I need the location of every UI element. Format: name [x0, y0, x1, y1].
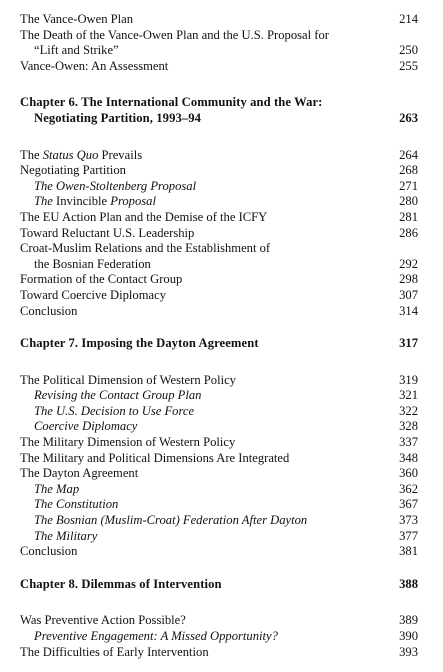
toc-entry-title: Chapter 6. The International Community and the War:: [20, 95, 323, 110]
page-number: 381: [399, 544, 418, 559]
toc-entry-title: The Political Dimension of Western Policy: [20, 372, 236, 387]
toc-entry: [20, 28, 420, 44]
toc-entry-title: Vance-Owen: An Assessment: [20, 58, 169, 73]
toc-entry-title: The Military: [34, 528, 98, 543]
page-number: 367: [399, 497, 418, 512]
page-number: 286: [399, 225, 418, 240]
chapter-heading: [20, 95, 420, 111]
toc-entry-title: Conclusion: [20, 303, 78, 318]
toc-entry-title: The Difficulties of Early Intervention: [20, 644, 209, 659]
toc-entry: [20, 148, 420, 164]
page-number: 317: [399, 336, 418, 351]
page-number: 264: [399, 147, 418, 162]
page-number: 280: [399, 194, 418, 209]
chapter-heading: [20, 577, 420, 593]
table-of-contents: [20, 12, 420, 660]
page-number: 255: [399, 58, 418, 73]
spacer: [20, 74, 420, 95]
toc-entry-title: [20, 148, 142, 164]
page-number: 268: [399, 163, 418, 178]
toc-entry: [20, 59, 420, 75]
page-number: 271: [399, 178, 418, 193]
toc-entry-title: The Military and Political Dimensions Are Integrated: [20, 450, 290, 465]
toc-entry-title: Preventive Engagement: A Missed Opportunity?: [34, 629, 278, 643]
toc-subentry: [20, 529, 420, 545]
toc-entry-title: Conclusion: [20, 544, 78, 559]
toc-entry-title: [20, 194, 156, 210]
page-number: 292: [399, 256, 418, 271]
toc-entry: [20, 288, 420, 304]
toc-subentry: [20, 482, 420, 498]
page-number: 322: [399, 403, 418, 418]
toc-entry-title: Negotiating Partition: [20, 163, 126, 178]
toc-entry-title: The Military Dimension of Western Policy: [20, 435, 236, 450]
page-number: 390: [399, 629, 418, 643]
toc-entry-title: The EU Action Plan and the Demise of the ICFY: [20, 209, 268, 224]
toc-entry-title: Coercive Diplomacy: [34, 419, 138, 434]
toc-entry: [20, 435, 420, 451]
toc-entry-title: Negotiating Partition, 1993–94: [34, 110, 202, 125]
toc-entry: [20, 241, 420, 257]
toc-subentry: [20, 194, 420, 210]
toc-entry: [20, 613, 420, 629]
toc-entry-title: The Bosnian (Muslim-Croat) Federation After Dayton: [34, 513, 308, 528]
toc-entry: [20, 304, 420, 320]
page-number: 298: [399, 272, 418, 287]
page-number: 362: [399, 481, 418, 496]
toc-entry-title: the Bosnian Federation: [34, 256, 151, 271]
spacer: [20, 560, 420, 577]
page-number: 328: [399, 419, 418, 434]
spacer: [20, 592, 420, 613]
toc-entry-title: Toward Reluctant U.S. Leadership: [20, 225, 195, 240]
toc-entry-title: Formation of the Contact Group: [20, 272, 183, 287]
toc-subentry: [20, 404, 420, 420]
spacer: [20, 127, 420, 148]
page-number: 360: [399, 466, 418, 481]
toc-entry-title: Revising the Contact Group Plan: [34, 388, 202, 403]
toc-entry-title: Was Preventive Action Possible?: [20, 613, 186, 628]
toc-entry-title: Croat-Muslim Relations and the Establishment of: [20, 241, 271, 256]
page-number: 348: [399, 450, 418, 465]
toc-entry-title: The Map: [34, 481, 80, 496]
title-segment: The: [20, 147, 43, 162]
toc-entry: [20, 466, 420, 482]
toc-entry-title: Chapter 8. Dilemmas of Intervention: [20, 576, 222, 591]
title-segment: Invincible: [56, 194, 108, 209]
toc-entry-title: Toward Coercive Diplomacy: [20, 287, 166, 302]
toc-entry: [20, 373, 420, 389]
title-segment: Status Quo: [42, 147, 99, 162]
toc-entry: [20, 226, 420, 242]
toc-entry-title: The Owen-Stoltenberg Proposal: [34, 178, 197, 193]
toc-entry: [20, 210, 420, 226]
toc-entry: [20, 12, 420, 28]
toc-entry-title: The Death of the Vance-Owen Plan and the U.S. Proposal for: [20, 27, 329, 42]
toc-subentry: [20, 497, 420, 513]
toc-entry: [20, 163, 420, 179]
toc-subentry: [20, 629, 420, 645]
page-number: 377: [399, 528, 418, 543]
toc-subentry: [20, 419, 420, 435]
page-number: 337: [399, 435, 418, 450]
page-number: 389: [399, 613, 418, 628]
page-number: 393: [399, 644, 418, 659]
page-number: 373: [399, 513, 418, 528]
chapter-heading: [20, 336, 420, 352]
toc-entry: [20, 645, 420, 661]
page-number: 314: [399, 303, 418, 318]
toc-subentry: [20, 179, 420, 195]
page-number: 388: [399, 576, 418, 591]
chapter-heading: [20, 111, 420, 127]
toc-subentry: [20, 388, 420, 404]
toc-entry: [20, 43, 420, 59]
page-number: 214: [399, 12, 418, 26]
title-segment: The: [34, 194, 57, 209]
page-number: 250: [399, 43, 418, 58]
toc-entry-title: The Vance-Owen Plan: [20, 12, 134, 26]
page-number: 281: [399, 209, 418, 224]
page-number: 307: [399, 287, 418, 302]
toc-entry: [20, 451, 420, 467]
page-number: 321: [399, 388, 418, 403]
spacer: [20, 319, 420, 336]
page-number: 263: [399, 110, 418, 125]
toc-entry: [20, 257, 420, 273]
spacer: [20, 352, 420, 373]
title-segment: Prevails: [98, 147, 143, 162]
toc-entry-title: The U.S. Decision to Use Force: [34, 403, 195, 418]
toc-entry-title: The Constitution: [34, 497, 119, 512]
toc-entry-title: Chapter 7. Imposing the Dayton Agreement: [20, 336, 259, 351]
toc-subentry: [20, 513, 420, 529]
toc-entry: [20, 272, 420, 288]
toc-entry-title: The Dayton Agreement: [20, 466, 139, 481]
title-segment: Proposal: [107, 194, 156, 209]
toc-entry-title: “Lift and Strike”: [34, 43, 119, 58]
page-number: 319: [399, 372, 418, 387]
toc-entry: [20, 544, 420, 560]
